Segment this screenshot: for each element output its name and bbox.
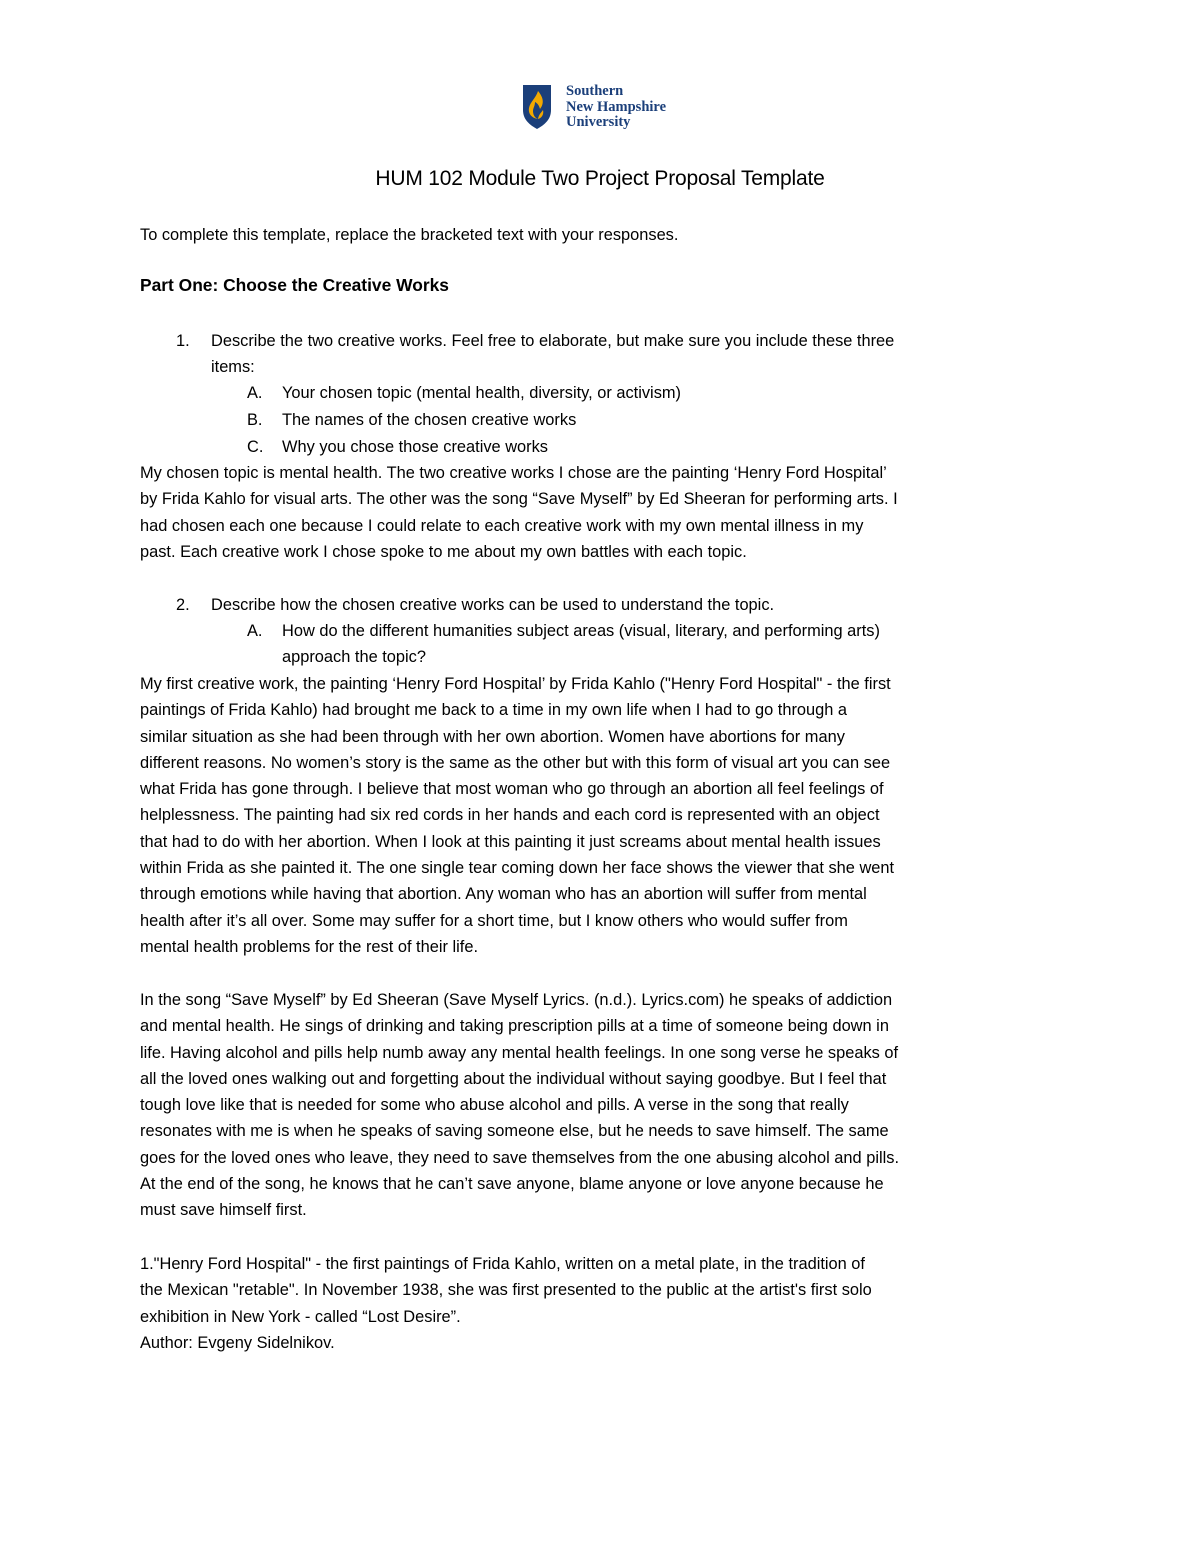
logo-line-3: University <box>566 114 631 130</box>
question-2-item-a-line-2: approach the topic? <box>282 648 426 666</box>
question-1-line-1: Describe the two creative works. Feel free to elaborate, but make sure you include these three <box>211 332 895 350</box>
citation-line: exhibition in New York - called “Lost Desire”. <box>140 1307 461 1326</box>
question-1-item-a: Your chosen topic (mental health, diversity, or activism) <box>282 384 682 402</box>
question-1-item-c-marker: C. <box>247 438 264 456</box>
question-2-marker: 2. <box>176 596 190 614</box>
answer-2-line: mental health problems for the rest of their life. <box>140 937 478 956</box>
document-title: HUM 102 Module Two Project Proposal Template <box>375 167 825 190</box>
answer-3-line: life. Having alcohol and pills help numb away any mental health feelings. In one song verse he speaks of <box>140 1043 899 1062</box>
answer-2-line: helplessness. The painting had six red cords in her hands and each cord is represented with an object <box>140 806 880 825</box>
shield-flame-icon <box>522 84 552 130</box>
answer-2-line: within Frida as she painted it. The one single tear coming down her face shows the viewer that she went <box>140 859 895 878</box>
answer-3-line: tough love like that is needed for some who abuse alcohol and pills. A verse in the song that really <box>140 1096 849 1115</box>
answer-1-line: past. Each creative work I chose spoke to me about my own battles with each topic. <box>140 542 747 561</box>
answer-2-line: through emotions while having that abortion. Any woman who has an abortion will suffer from mental <box>140 885 867 904</box>
citation-line: 1."Henry Ford Hospital" - the first paintings of Frida Kahlo, written on a metal plate, in the tradition of <box>140 1255 865 1273</box>
question-1-item-b: The names of the chosen creative works <box>282 411 577 429</box>
answer-2-line: health after it’s all over. Some may suffer for a short time, but I know others who would suffer from <box>140 911 848 930</box>
instructions-text: To complete this template, replace the bracketed text with your responses. <box>140 226 679 244</box>
answer-2-line: what Frida has gone through. I believe that most woman who go through an abortion all feel feelings of <box>140 780 884 799</box>
question-1-item-c: Why you chose those creative works <box>282 438 549 456</box>
answer-1-paragraph <box>140 460 898 565</box>
answer-2-line: paintings of Frida Kahlo) had brought me back to a time in my own life when I had to go through a <box>140 701 848 720</box>
answer-1-line: had chosen each one because I could relate to each creative work with my own mental illness in my <box>140 516 864 535</box>
question-1-line-2: items: <box>211 358 255 376</box>
question-2-item-a-marker: A. <box>247 622 263 640</box>
citation-line: the Mexican "retable". In November 1938, she was first presented to the public at the artist's first solo <box>140 1281 872 1300</box>
question-1-item-b-marker: B. <box>247 411 263 429</box>
question-1-marker: 1. <box>176 332 190 350</box>
answer-3-line: In the song “Save Myself” by Ed Sheeran (Save Myself Lyrics. (n.d.). Lyrics.com) he speaks of addiction <box>140 991 893 1009</box>
answer-2-line: different reasons. No women’s story is the same as the other but with this form of visual art you can see <box>140 753 891 772</box>
answer-3-line: At the end of the song, he knows that he can’t save anyone, blame anyone or love anyone because he <box>140 1175 884 1194</box>
answer-3-line: resonates with me is when he speaks of saving someone else, but he needs to save himself. The same <box>140 1122 889 1141</box>
logo-wordmark <box>566 84 666 131</box>
answer-3-paragraph <box>140 987 899 1224</box>
answer-2-paragraph <box>140 671 894 960</box>
logo-line-1: Southern <box>566 83 624 99</box>
answer-2-line: My first creative work, the painting ‘Henry Ford Hospital’ by Frida Kahlo ("Henry Ford Hospital" - the first <box>140 675 891 693</box>
answer-2-line: similar situation as she had been through with her own abortion. Women have abortions for many <box>140 727 845 746</box>
question-1-item-a-marker: A. <box>247 384 263 402</box>
citation-paragraph <box>140 1251 872 1356</box>
answer-1-line: My chosen topic is mental health. The two creative works I chose are the painting ‘Henry Ford Hospital’ <box>140 464 887 482</box>
answer-3-line: all the loved ones walking out and forgetting about the individual without saying goodbye. But I feel that <box>140 1069 887 1088</box>
part-one-heading: Part One: Choose the Creative Works <box>140 275 449 295</box>
answer-2-line: that had to do with her abortion. When I look at this painting it just screams about mental health issues <box>140 832 881 851</box>
question-2-line-1: Describe how the chosen creative works can be used to understand the topic. <box>211 596 775 614</box>
university-logo <box>522 84 692 134</box>
answer-3-line: and mental health. He sings of drinking and taking prescription pills at a time of someone being down in <box>140 1017 889 1036</box>
question-2-item-a-line-1: How do the different humanities subject areas (visual, literary, and performing arts) <box>282 622 880 640</box>
citation-author: Author: Evgeny Sidelnikov. <box>140 1333 335 1352</box>
answer-3-line: must save himself first. <box>140 1201 307 1220</box>
answer-1-line: by Frida Kahlo for visual arts. The other was the song “Save Myself” by Ed Sheeran for performing arts. I <box>140 490 898 509</box>
logo-line-2: New Hampshire <box>566 98 667 115</box>
answer-3-line: goes for the loved ones who leave, they need to save themselves from the one abusing alcohol and pills. <box>140 1148 899 1167</box>
